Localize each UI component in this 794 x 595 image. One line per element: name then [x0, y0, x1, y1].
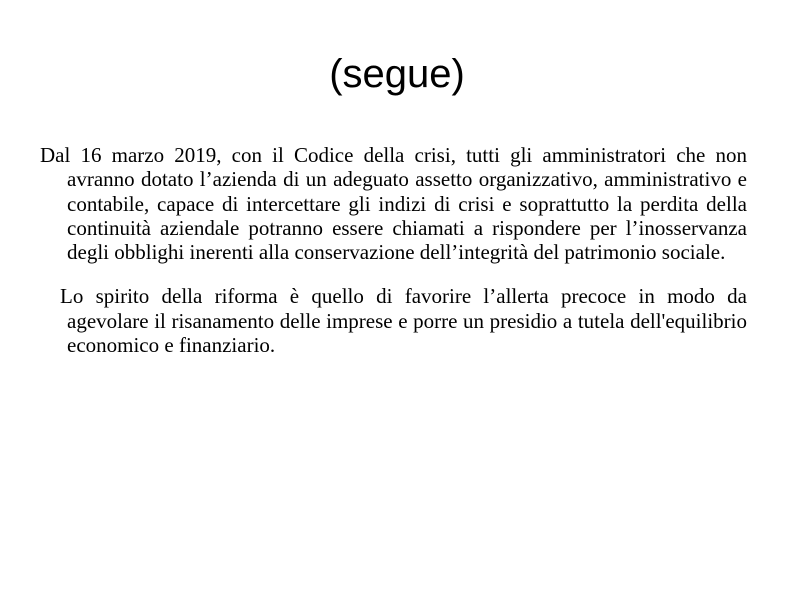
slide-title: (segue)	[329, 52, 465, 96]
paragraph-spirito-riforma: Lo spirito della riforma è quello di favorire l’allerta precoce in modo da agevolare il risanamento delle imprese e porre un presidio a tutela dell'equilibrio economico e finanziario.	[60, 284, 747, 358]
paragraph-codice-crisi: Dal 16 marzo 2019, con il Codice della crisi, tutti gli amministratori che non avranno dotato l’azienda di un adeguato assetto organizzativo, amministrativo e contabile, capace di intercettare gli indizi di crisi e soprattutto la perdita della continuità aziendale potranno essere chiamati a rispondere per l’inosservanza degli obblighi inerenti alla conservazione dell’integrità del patrimonio sociale.	[40, 143, 747, 265]
slide-body	[40, 143, 747, 357]
